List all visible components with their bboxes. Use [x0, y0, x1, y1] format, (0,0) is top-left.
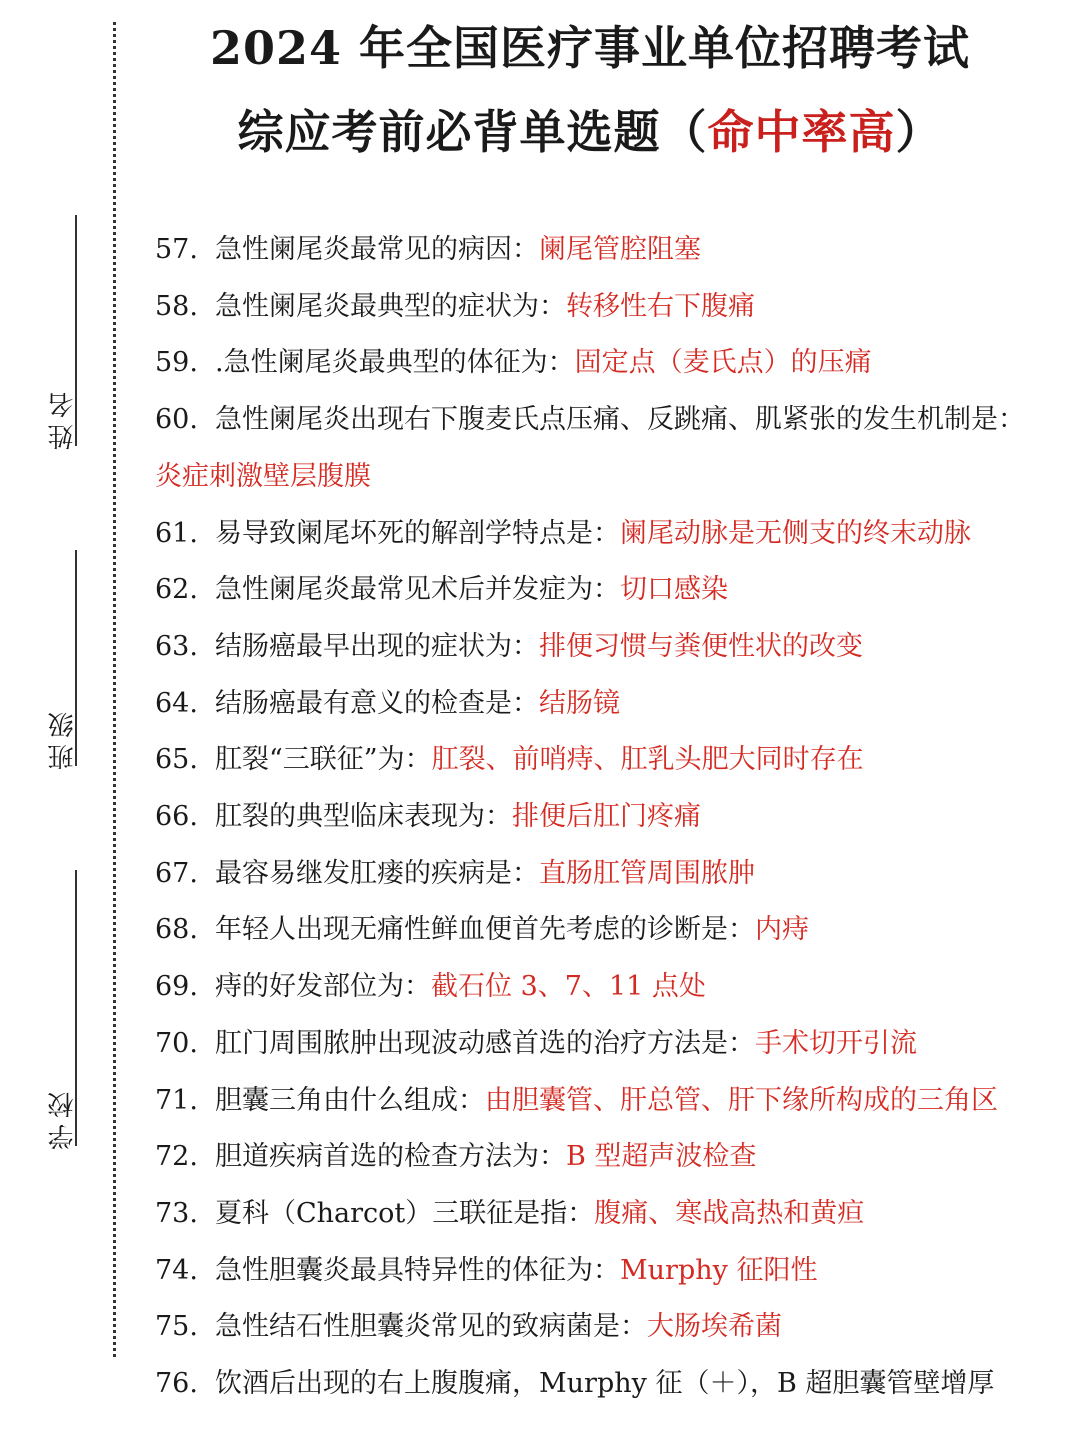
answer-text: 手术切开引流 [755, 1027, 917, 1059]
answer-text: 排便习惯与粪便性状的改变 [539, 630, 863, 662]
question-number: 74. [155, 1254, 198, 1286]
question-text: 年轻人出现无痛性鲜血便首先考虑的诊断是： [215, 914, 755, 946]
question-text: 肛裂“三联征”为： [215, 744, 432, 776]
question-number: 64. [155, 687, 198, 719]
answer-text: 腹痛、寒战高热和黄疸 [594, 1197, 865, 1229]
question-text: .急性阑尾炎最典型的体征为： [215, 347, 575, 379]
question-item-68 [155, 902, 1060, 959]
question-number: 61. [155, 517, 198, 549]
question-number: 68. [155, 914, 198, 946]
question-number: 63. [155, 630, 198, 662]
question-item-74 [155, 1243, 1060, 1300]
question-text: 饮酒后出现的右上腹腹痛，Murphy 征（＋），B 超胆囊管壁增厚 [215, 1368, 995, 1400]
answer-text: 内痔 [755, 914, 809, 946]
binding-dotted-line [113, 22, 116, 1357]
answer-text: 转移性右下腹痛 [566, 290, 755, 322]
school-label: 学校 [48, 1086, 78, 1150]
question-text: 痔的好发部位为： [215, 971, 431, 1003]
question-number: 67. [155, 857, 198, 889]
question-item-75 [155, 1299, 1060, 1356]
question-item-58 [155, 279, 1060, 336]
question-text: 肛门周围脓肿出现波动感首选的治疗方法是： [215, 1027, 755, 1059]
question-text: 结肠癌最早出现的症状为： [215, 630, 539, 662]
question-number: 60. [155, 404, 198, 436]
question-item-76 [155, 1356, 1060, 1413]
question-text: 肛裂的典型临床表现为： [215, 801, 512, 833]
question-text: 易导致阑尾坏死的解剖学特点是： [215, 517, 620, 549]
class-label: 班级 [48, 706, 78, 770]
answer-text: B 型超声波检查 [566, 1141, 757, 1173]
question-text: 胆囊三角由什么组成： [215, 1084, 485, 1116]
question-text: 夏科（Charcot）三联征是指： [215, 1197, 595, 1229]
question-item-65 [155, 732, 1060, 789]
page-title: 2024 年全国医疗事业单位招聘考试 [209, 21, 971, 75]
question-number: 65. [155, 744, 198, 776]
question-item-64 [155, 676, 1060, 733]
answer-text: 固定点（麦氏点）的压痛 [574, 347, 872, 379]
subtitle-accent: 命中率高 [707, 105, 896, 159]
answer-text: 阑尾动脉是无侧支的终末动脉 [620, 517, 971, 549]
question-text: 急性阑尾炎最典型的症状为： [215, 290, 566, 322]
name-label: 姓名 [48, 386, 78, 450]
answer-text: 肛裂、前哨痔、肛乳头肥大同时存在 [431, 744, 864, 776]
question-text: 结肠癌最有意义的检查是： [215, 687, 539, 719]
question-number: 58. [155, 290, 198, 322]
question-item-61 [155, 506, 1060, 563]
question-number: 71. [155, 1084, 198, 1116]
question-item-59 [155, 335, 1060, 392]
question-list [155, 222, 1060, 1413]
answer-text: 截石位 3、7、11 点处 [431, 971, 706, 1003]
question-item-69 [155, 959, 1060, 1016]
question-item-67 [155, 846, 1060, 903]
question-text: 急性阑尾炎出现右下腹麦氏点压痛、反跳痛、肌紧张的发生机制是： [215, 404, 1025, 436]
answer-text: 直肠肛管周围脓肿 [539, 857, 755, 889]
question-item-57 [155, 222, 1060, 279]
question-text: 最容易继发肛瘘的疾病是： [215, 857, 539, 889]
answer-text: 炎症刺激壁层腹膜 [155, 460, 371, 492]
answer-text: 大肠埃希菌 [647, 1311, 782, 1343]
class-field [38, 550, 88, 770]
answer-text: 阑尾管腔阻塞 [539, 234, 701, 265]
question-text: 急性胆囊炎最具特异性的体征为： [215, 1254, 620, 1286]
subtitle-main: 综应考前必背单选题（ [237, 105, 708, 159]
answer-text: 切口感染 [620, 574, 728, 606]
answer-text: 排便后肛门疼痛 [512, 801, 701, 833]
question-item-71 [155, 1073, 1060, 1130]
question-number: 72. [155, 1141, 198, 1173]
question-text: 胆道疾病首选的检查方法为： [215, 1141, 566, 1173]
question-number: 62. [155, 574, 198, 606]
question-item-60 [155, 392, 1060, 505]
question-text: 急性结石性胆囊炎常见的致病菌是： [215, 1311, 647, 1343]
subtitle-close: ） [895, 105, 943, 159]
question-number: 69. [155, 971, 198, 1003]
question-item-66 [155, 789, 1060, 846]
question-number: 70. [155, 1027, 198, 1059]
answer-text: Murphy 征阳性 [620, 1254, 818, 1286]
question-text: 急性阑尾炎最常见的病因： [215, 234, 539, 265]
question-number: 75. [155, 1311, 198, 1343]
question-item-62 [155, 562, 1060, 619]
answer-text: 由胆囊管、肝总管、肝下缘所构成的三角区 [485, 1084, 998, 1116]
question-number: 57. [155, 234, 198, 265]
question-item-70 [155, 1016, 1060, 1073]
page-subtitle [150, 102, 1030, 162]
question-number: 76. [155, 1368, 198, 1400]
name-field [38, 215, 88, 450]
question-number: 59. [155, 347, 198, 379]
question-number: 66. [155, 801, 198, 833]
question-item-63 [155, 619, 1060, 676]
question-item-72 [155, 1129, 1060, 1186]
question-text: 急性阑尾炎最常见术后并发症为： [215, 574, 620, 606]
answer-text: 结肠镜 [539, 687, 620, 719]
question-number: 73. [155, 1197, 198, 1229]
question-item-73 [155, 1186, 1060, 1243]
school-field [38, 870, 88, 1150]
